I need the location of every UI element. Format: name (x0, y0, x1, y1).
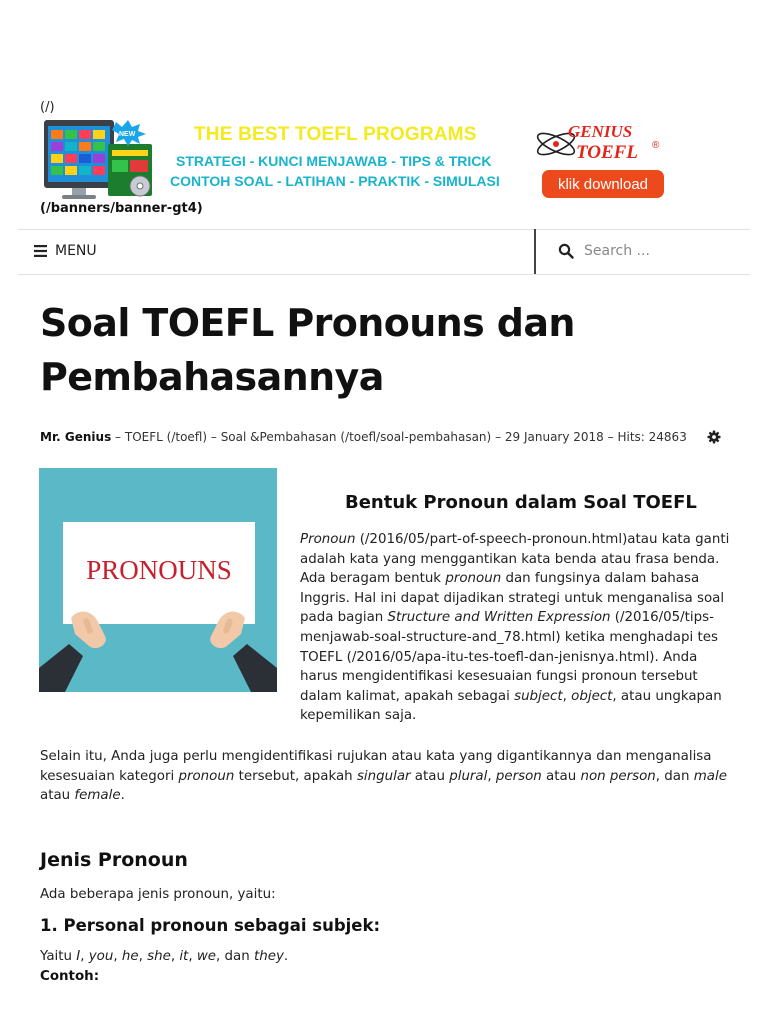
banner-line-1[interactable]: STRATEGI - KUNCI MENJAWAB - TIPS & TRICK (176, 153, 492, 169)
banner-line-2[interactable]: CONTOH SOAL - LATIHAN - PRAKTIK - SIMULASI (170, 173, 500, 189)
page-title: Soal TOEFL Pronouns dan Pembahasannya (40, 301, 575, 399)
pronouns-sign-illustration (39, 468, 277, 692)
em-text: male (693, 768, 727, 784)
home-link[interactable]: (/) (40, 100, 55, 115)
article-meta (40, 430, 687, 444)
para-text: . (283, 949, 289, 964)
em-text: it (179, 949, 189, 964)
hamburger-icon[interactable] (34, 245, 47, 257)
search-icon[interactable] (558, 243, 574, 259)
em-text: subject (514, 688, 563, 704)
publish-date: 29 January 2018 (504, 430, 604, 444)
heading-jenis-pronoun: Jenis Pronoun (40, 849, 188, 871)
meta-separator: – (495, 430, 502, 444)
para-text: , (138, 949, 148, 964)
em-text: female (74, 788, 121, 804)
em-text: we (196, 949, 217, 964)
para-text: atau (541, 768, 581, 784)
para-text: . (120, 788, 125, 804)
logo-toefl-text: TOEFL (576, 142, 638, 163)
em-text: pronoun (445, 571, 502, 587)
genius-toefl-logo[interactable] (534, 120, 674, 164)
para-text: , (80, 949, 89, 964)
author-link[interactable]: Mr. Genius (40, 430, 112, 444)
contoh-label: Contoh: (40, 969, 100, 984)
para-text: , (170, 949, 180, 964)
gear-icon[interactable] (707, 430, 721, 444)
em-text: pronoun (178, 768, 235, 784)
em-text: you (88, 949, 114, 964)
para-text: , (113, 949, 122, 964)
para-text: atau (410, 768, 450, 784)
intro-text: Ada beberapa jenis pronoun, yaitu: (40, 887, 276, 902)
em-text: non person (580, 768, 656, 784)
para-text: , dan (655, 768, 694, 784)
category-link-toefl[interactable]: TOEFL (/toefl) (124, 430, 208, 444)
em-text: person (495, 768, 542, 784)
banner-link[interactable]: (/banners/banner-gt4) (40, 201, 203, 216)
para-text: (/2016/05/tips-menjawab-soal-structure-and_78.html) ketika menghadapi tes TOEFL (/2016/05/apa-itu-tes-toefl-dan-jenisnya.html). Anda harus mengidentifikasi kesesuaian fungsi pronoun tersebut dalam kalimat, apakah sebagai (300, 610, 718, 704)
search-input[interactable] (584, 240, 734, 262)
pronoun-link[interactable]: Pronoun (300, 532, 356, 547)
para-text: Yaitu (40, 949, 77, 964)
logo-genius-text: GENIUS (568, 122, 633, 141)
em-text: singular (356, 768, 411, 784)
meta-separator: – (607, 430, 614, 444)
download-button[interactable]: klik download (542, 170, 664, 198)
category-link-soal[interactable]: Soal &Pembahasan (/toefl/soal-pembahasan) (220, 430, 492, 444)
hits-count: Hits: 24863 (617, 430, 687, 444)
heading-personal-pronoun: 1. Personal pronoun sebagai subjek: (40, 916, 381, 935)
para-text: Selain itu, Anda juga perlu mengidentifikasi rujukan atau kata yang digantikannya dan menganalisa kesesuaian kategori (40, 749, 712, 784)
nav-divider (534, 229, 536, 274)
para-text: , (188, 949, 197, 964)
para-text: , (487, 768, 496, 784)
new-badge-text: NEW (119, 131, 136, 138)
sign-text: PRONOUNS (86, 555, 232, 585)
em-text: I (76, 949, 81, 964)
em-text: plural (449, 768, 488, 784)
para-text: , (562, 688, 572, 704)
em-text: they (254, 949, 284, 964)
structure-link[interactable]: Structure and Written Expression (387, 610, 611, 626)
em-text: he (121, 949, 139, 964)
paragraph-pronoun-definition (300, 530, 736, 726)
meta-separator: – (210, 430, 217, 444)
para-text: , dan (216, 949, 254, 964)
em-text: she (147, 949, 171, 964)
para-text: (/2016/05/part-of-speech-pronoun.html)atau kata ganti adalah kata yang menggantikan kata benda atau frasa benda. Ada beragam bentuk (300, 532, 730, 587)
software-monitor-illustration[interactable] (42, 118, 158, 202)
menu-button[interactable]: MENU (55, 243, 97, 259)
section-heading: Bentuk Pronoun dalam Soal TOEFL (345, 492, 697, 513)
registered-mark: ® (652, 140, 660, 151)
pronoun-list (40, 949, 288, 964)
banner-headline[interactable]: THE BEST TOEFL PROGRAMS (194, 124, 477, 145)
para-text: , atau ungkapan kepemilikan saja. (300, 688, 722, 724)
em-text: object (571, 688, 613, 704)
meta-separator: – (115, 430, 122, 444)
para-text: tersebut, apakah (234, 768, 357, 784)
para-text: dan fungsinya dalam bahasa Inggris. Hal ini dapat dijadikan strategi untuk menganalisa soal pada bagian (300, 571, 725, 626)
para-text: atau (40, 788, 75, 804)
paragraph-identifikasi (40, 747, 736, 806)
